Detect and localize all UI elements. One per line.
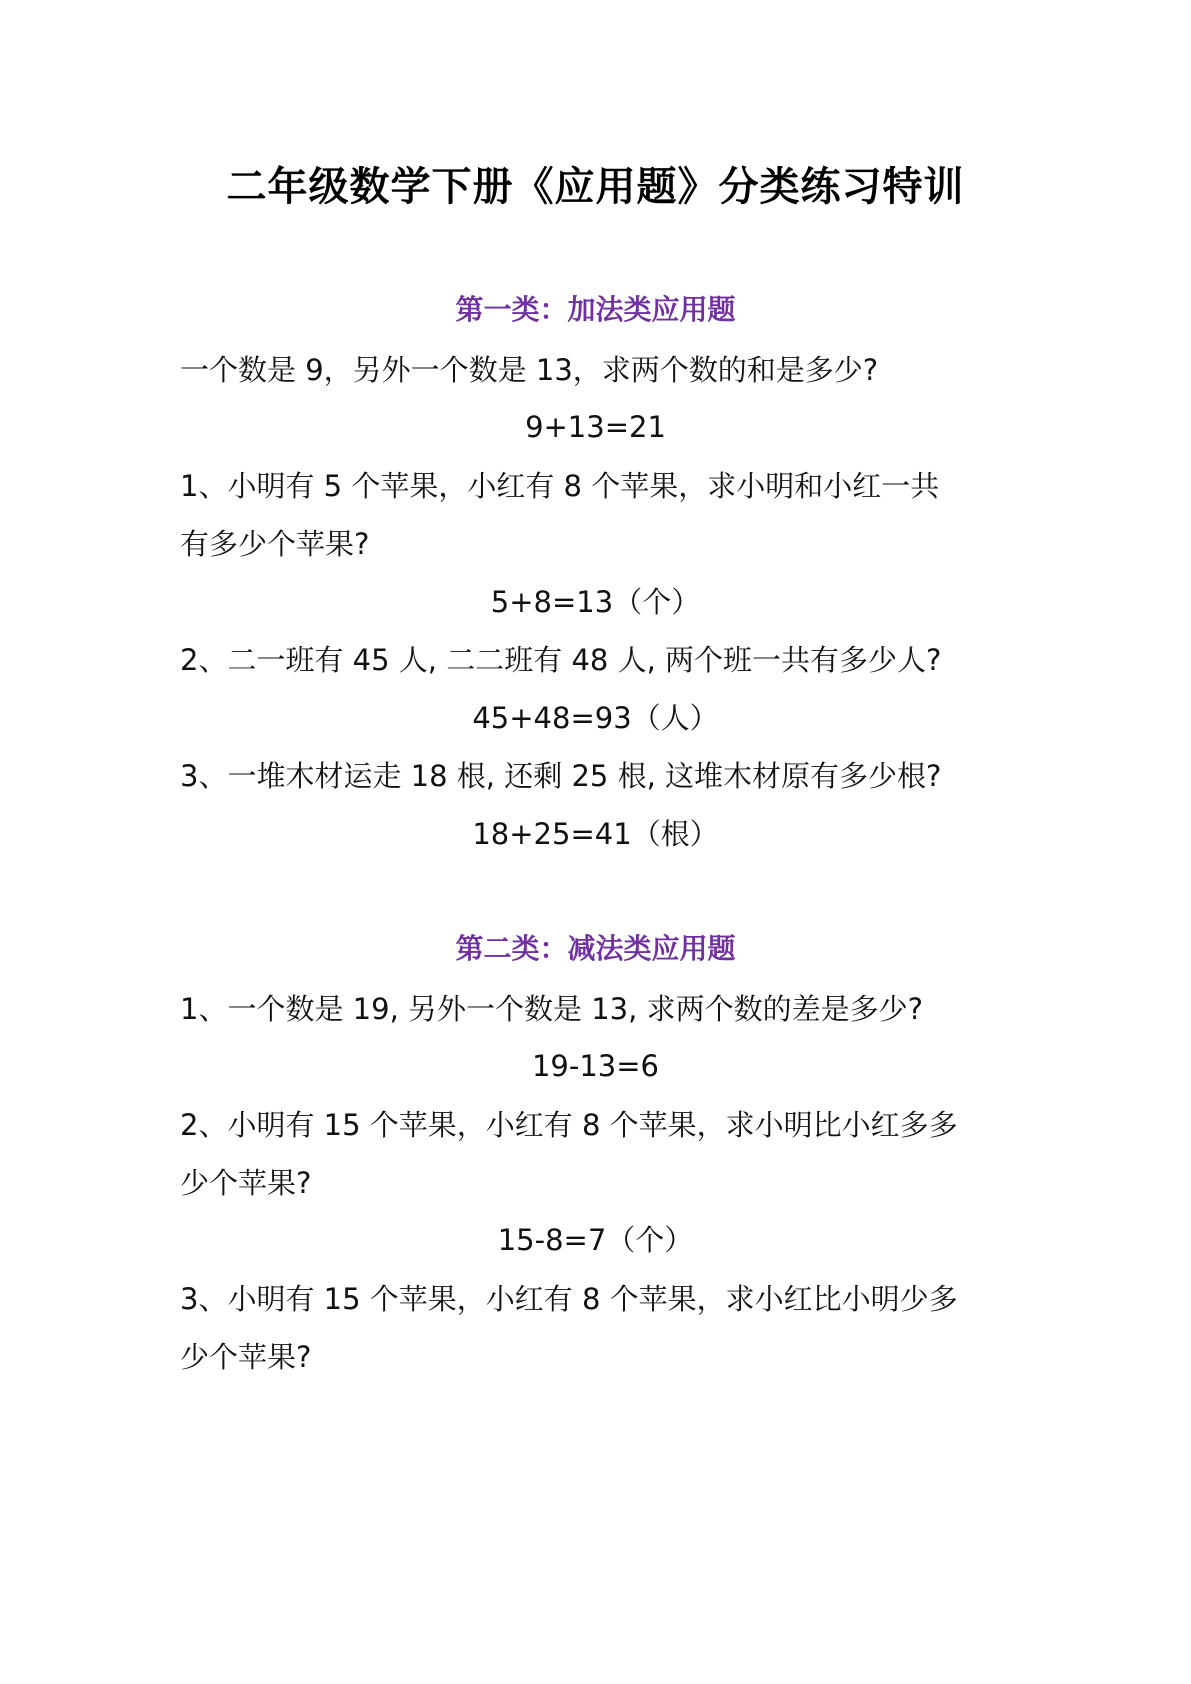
question-line: 少个苹果? — [180, 1166, 312, 1200]
answer-line: 5+8=13（个） — [490, 585, 701, 619]
question-line: 2、二一班有 45 人, 二二班有 48 人, 两个班一共有多少人? — [180, 643, 942, 677]
question-line: 3、一堆木材运走 18 根, 还剩 25 根, 这堆木材原有多少根? — [180, 759, 942, 793]
question-line: 2、小明有 15 个苹果，小红有 8 个苹果，求小明比小红多多 — [180, 1108, 958, 1142]
question-line: 少个苹果? — [180, 1340, 312, 1374]
section-heading-addition: 第一类：加法类应用题 — [455, 293, 736, 326]
page-title: 二年级数学下册《应用题》分类练习特训 — [226, 164, 965, 210]
question-line: 有多少个苹果? — [180, 527, 370, 561]
question-line: 一个数是 9，另外一个数是 13，求两个数的和是多少? — [180, 353, 879, 387]
question-line: 1、小明有 5 个苹果，小红有 8 个苹果，求小明和小红一共 — [180, 469, 940, 503]
answer-line: 19-13=6 — [531, 1049, 660, 1083]
answer-line: 9+13=21 — [525, 410, 666, 444]
answer-line: 45+48=93（人） — [472, 701, 719, 735]
answer-line: 15-8=7（个） — [497, 1223, 694, 1257]
question-line: 3、小明有 15 个苹果，小红有 8 个苹果，求小红比小明少多 — [180, 1282, 958, 1316]
question-line: 1、一个数是 19, 另外一个数是 13, 求两个数的差是多少? — [180, 992, 923, 1026]
answer-line: 18+25=41（根） — [472, 817, 719, 851]
section-heading-subtraction: 第二类：减法类应用题 — [455, 932, 736, 965]
